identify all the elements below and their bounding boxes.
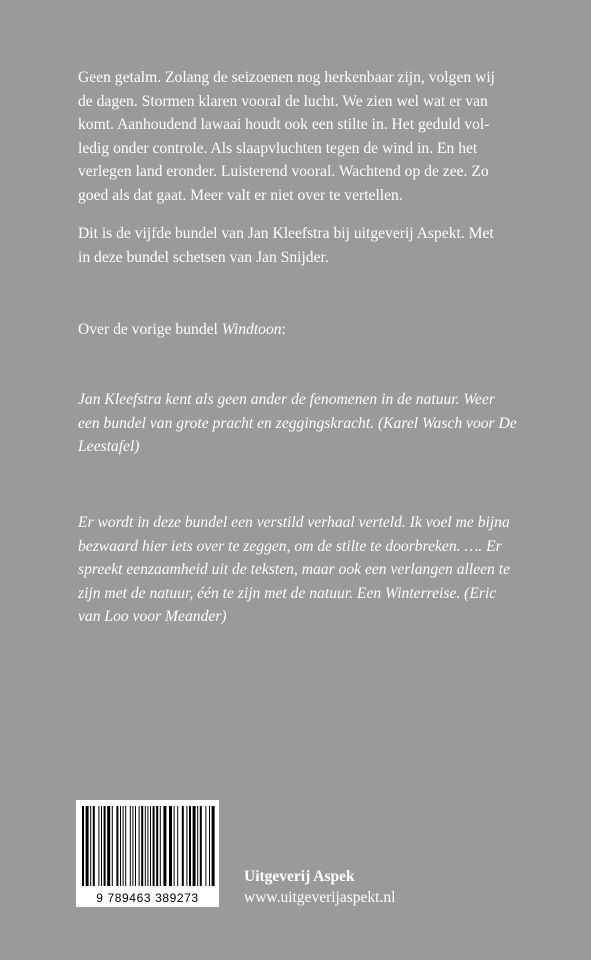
barcode-bar [169, 806, 172, 886]
barcode-bar [163, 806, 166, 886]
barcode-bar [193, 806, 196, 886]
barcode-bar [93, 806, 95, 886]
barcode-bar [153, 806, 155, 886]
barcode-bar [197, 806, 198, 886]
barcode-bar [160, 806, 161, 886]
barcode-bar [200, 806, 202, 886]
publisher-block [244, 866, 395, 908]
barcode-bar [189, 806, 191, 886]
review-line: Leestafel) [78, 438, 140, 455]
intro-line: verlegen land eronder. Luisterend vooral. Wachtend op de zee. Zo [78, 163, 489, 180]
intro-line: ledig onder controle. Als slaapvluchten tegen de wind in. En het [78, 139, 478, 157]
publisher-name: Uitgeverij Aspek [244, 868, 355, 885]
barcode-bar [212, 806, 215, 886]
barcode-bar [147, 806, 148, 886]
barcode-bar [86, 806, 89, 886]
intro-paragraph [78, 66, 526, 207]
barcode-bar [135, 806, 136, 886]
review-line: Jan Kleefstra kent als geen ander de fenomenen in de natuur. Weer [78, 391, 495, 408]
barcode-bar [101, 806, 102, 886]
barcode-bar [139, 806, 140, 886]
barcode-bar [107, 806, 110, 886]
barcode-bars [76, 800, 219, 888]
barcode-bar [177, 806, 178, 886]
barcode-bar [186, 806, 187, 886]
intro-line: Geen getalm. Zolang de seizoenen nog herkenbaar zijn, volgen wij [78, 69, 495, 86]
barcode-bar [150, 806, 151, 886]
barcode-bar [141, 806, 143, 886]
barcode-bar [132, 806, 133, 886]
intro-line: goed als dat gaat. Meer valt er niet over te vertellen. [78, 186, 403, 204]
review-quote-van-loo [78, 511, 526, 629]
barcode-bar [116, 806, 118, 886]
bundel-paragraph [78, 222, 526, 269]
review-quote-wasch [78, 388, 526, 459]
review-line: spreekt eenzaamheid uit de teksten, maar ook een verlangen alleen te [78, 561, 511, 578]
intro-line: de dagen. Stormen klaren vooral de lucht. We zien wel wat er van [78, 92, 488, 110]
isbn-digits: 9 789463 389273 [96, 891, 199, 905]
barcode-bar [182, 806, 184, 886]
barcode-bar [123, 806, 124, 886]
barcode-bar [174, 806, 175, 886]
previous-bundle-heading [78, 318, 526, 342]
barcode-bar [209, 806, 210, 886]
review-line: zijn met de natuur, één te zijn met de natuur. Een Winterreise. (Eric [78, 584, 497, 602]
barcode-bar [120, 806, 121, 886]
intro-line: komt. Aanhoudend lawaai houdt ook een stilte in. Het geduld vol- [78, 116, 490, 133]
barcode-bar [145, 806, 146, 886]
review-line: een bundel van grote pracht en zeggingskracht. (Karel Wasch voor De [78, 414, 517, 432]
bundel-line: in deze bundel schetsen van Jan Snijder. [78, 248, 329, 266]
review-line: van Loo voor Meander) [78, 608, 227, 625]
barcode-bar [104, 806, 106, 886]
previous-bundle-prefix: Over de vorige bundel [78, 321, 222, 338]
previous-bundle-title: Windtoon [221, 321, 282, 338]
barcode-bar [98, 806, 99, 886]
isbn-barcode [76, 800, 219, 907]
previous-bundle-suffix: : [281, 321, 286, 338]
barcode-bar [205, 806, 206, 886]
publisher-url[interactable]: www.uitgeverijaspekt.nl [244, 889, 396, 906]
review-line: Er wordt in deze bundel een verstild verhaal verteld. Ik voel me bijna [78, 514, 510, 531]
barcode-bar [90, 806, 91, 886]
barcode-bar [156, 806, 158, 886]
barcode-bar [112, 806, 113, 886]
barcode-bar [125, 806, 126, 886]
barcode-bar [130, 806, 131, 886]
review-line: bezwaard hier iets over te zeggen, om de stilte te doorbreken. …. Er [78, 537, 502, 555]
bundel-line: Dit is de vijfde bundel van Jan Kleefstra bij uitgeverij Aspekt. Met [78, 225, 494, 242]
barcode-bar [82, 806, 84, 886]
